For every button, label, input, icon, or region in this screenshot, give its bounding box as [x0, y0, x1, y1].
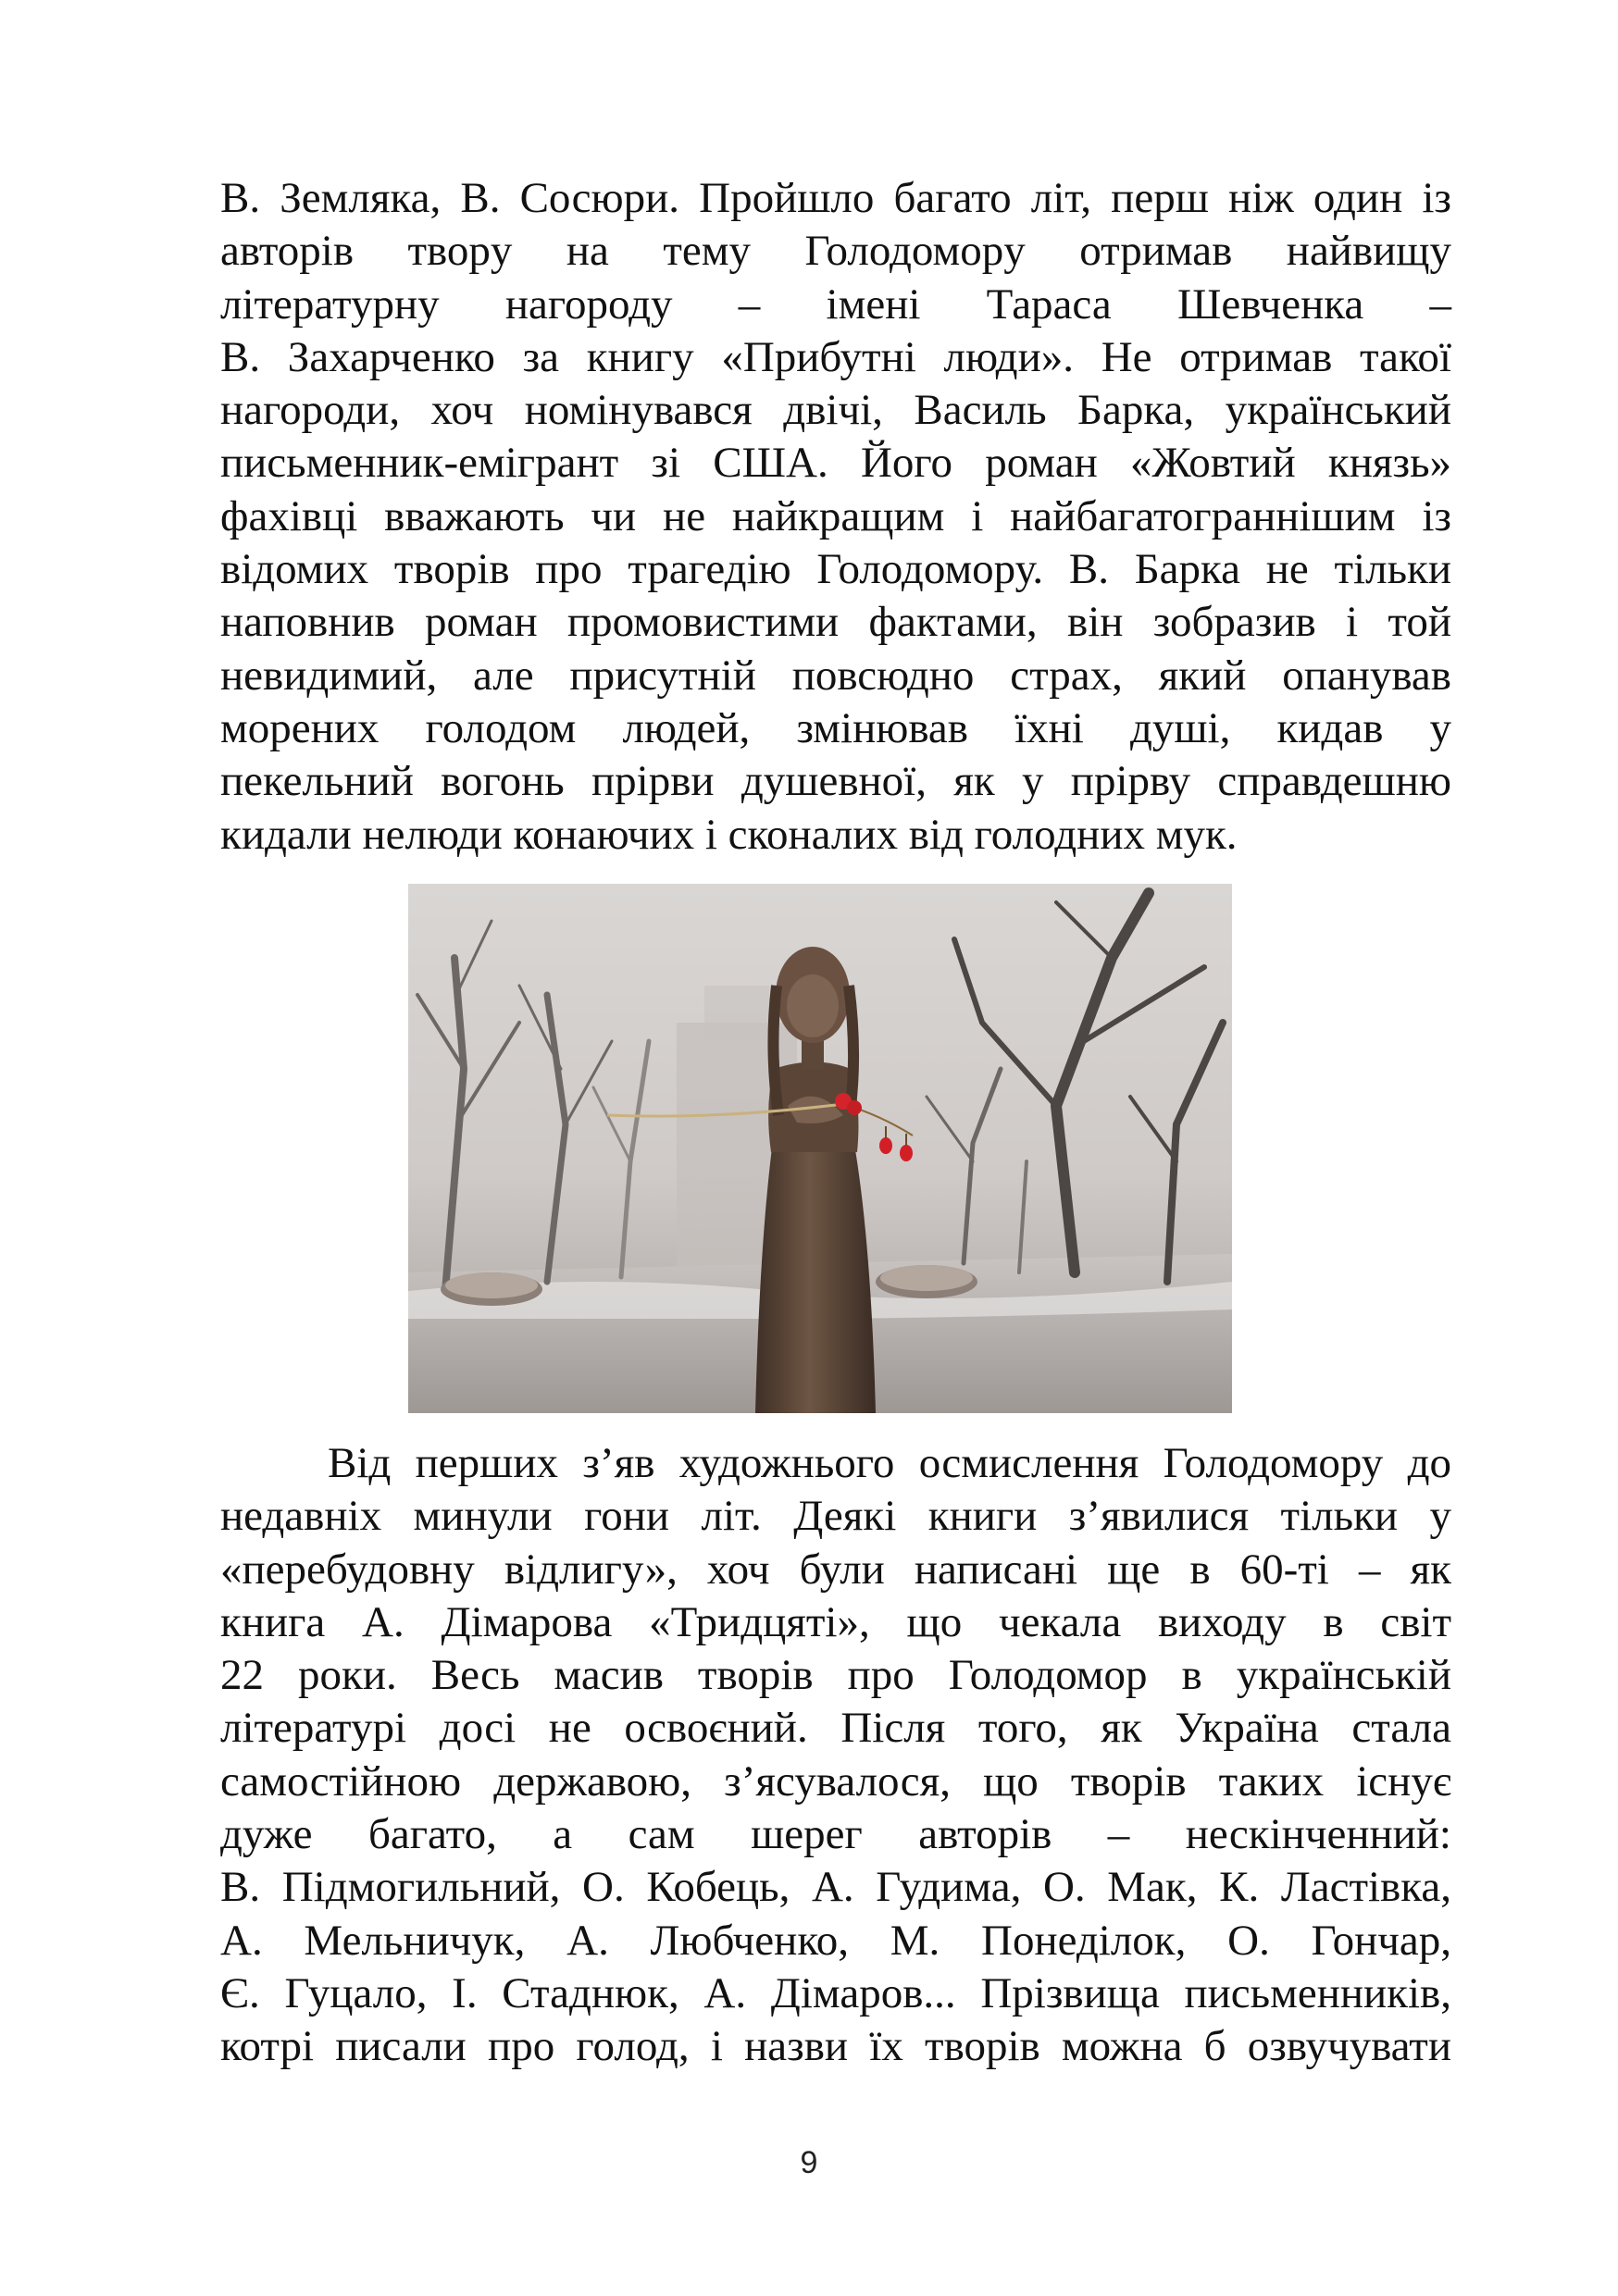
paragraph-2-line: 22 роки. Весь масив творів про Голодомор в українській: [220, 1651, 1451, 1700]
paragraph-1-line: фахівці вважають чи не найкращим і найбагатограннішим із: [220, 491, 1451, 540]
paragraph-1-line: морених голодом людей, змінював їхні душі, кидав у: [220, 703, 1451, 752]
paragraph-1-line: авторів творy на темy Голодоморy отримав найвищу: [220, 227, 1451, 276]
paragraph-1: [220, 172, 1451, 862]
paragraph-1-line: кидали нелюди конаючих і сконалих від голодних мук.: [220, 810, 1238, 859]
paragraph-1-line: наповнив роман промовистими фактами, він зобразив і той: [220, 598, 1451, 647]
paragraph-2-line: В. Підмогильний, О. Кобець, А. Гудима, О. Мак, К. Ластівка,: [220, 1863, 1451, 1912]
paragraph-1-line: В. Захарченко за книгу «Прибутні люди». Не отримав такої: [220, 332, 1451, 381]
paragraph-2-line: Є. Гуцало, І. Стаднюк, А. Дімаров... Прізвища письменників,: [220, 1968, 1451, 2017]
paragraph-2-line: книга А. Дімарова «Тридцяті», що чекала виходу в світ: [220, 1597, 1451, 1646]
paragraph-2-line: недавніх минули гони літ. Деякі книги з’явилися тільки у: [220, 1492, 1451, 1541]
paragraph-1-line: невидимий, але присутній повсюдно страх, який опанував: [220, 651, 1451, 700]
paragraph-1-line: пекельний вогонь прірви душевної, як у прірву справдешню: [220, 757, 1451, 806]
paragraph-2-line: котрі писали про голод, і назви їх творів можна б озвучувати: [220, 2022, 1451, 2071]
paragraph-1-line: відомих творів про трагедію Голодомору. В. Барка не тільки: [220, 545, 1451, 594]
paragraph-2-line: літературі досі не освоєний. Після того, як Україна стала: [220, 1704, 1451, 1753]
paragraph-1-line: письменник-емігрант зі США. Його роман «Жовтий князь»: [220, 439, 1451, 488]
paragraph-1-line: літературну нагороду – імені Тараса Шевченка –: [220, 279, 1451, 329]
page-number: 9: [800, 2145, 818, 2180]
memorial-statue-photo: [408, 884, 1232, 1413]
paragraph-2-line: самостійною державою, з’ясувалося, що творів таких існує: [220, 1756, 1451, 1806]
paragraph-2-line: Від перших з’яв художнього осмислення Голодомору до: [328, 1439, 1451, 1487]
paragraph-2-line: дуже багато, а сам шерег авторів – нескінченний:: [220, 1810, 1451, 1859]
paragraph-2-line: А. Мельничук, А. Любченко, М. Понеділок, О. Гончар,: [220, 1916, 1451, 1965]
memorial-statue-illustration: [408, 884, 1232, 1413]
paragraph-1-line: В. Земляка, В. Сосюри. Пройшло багато літ, перш ніж один із: [220, 174, 1451, 222]
paragraph-2-line: «перебудовну відлигу», хоч були написані ще в 60-ті – як: [220, 1545, 1451, 1594]
paragraph-1-line: нагороди, хоч номінувався двічі, Василь Барка, український: [220, 386, 1451, 435]
paragraph-2: [220, 1437, 1451, 2074]
